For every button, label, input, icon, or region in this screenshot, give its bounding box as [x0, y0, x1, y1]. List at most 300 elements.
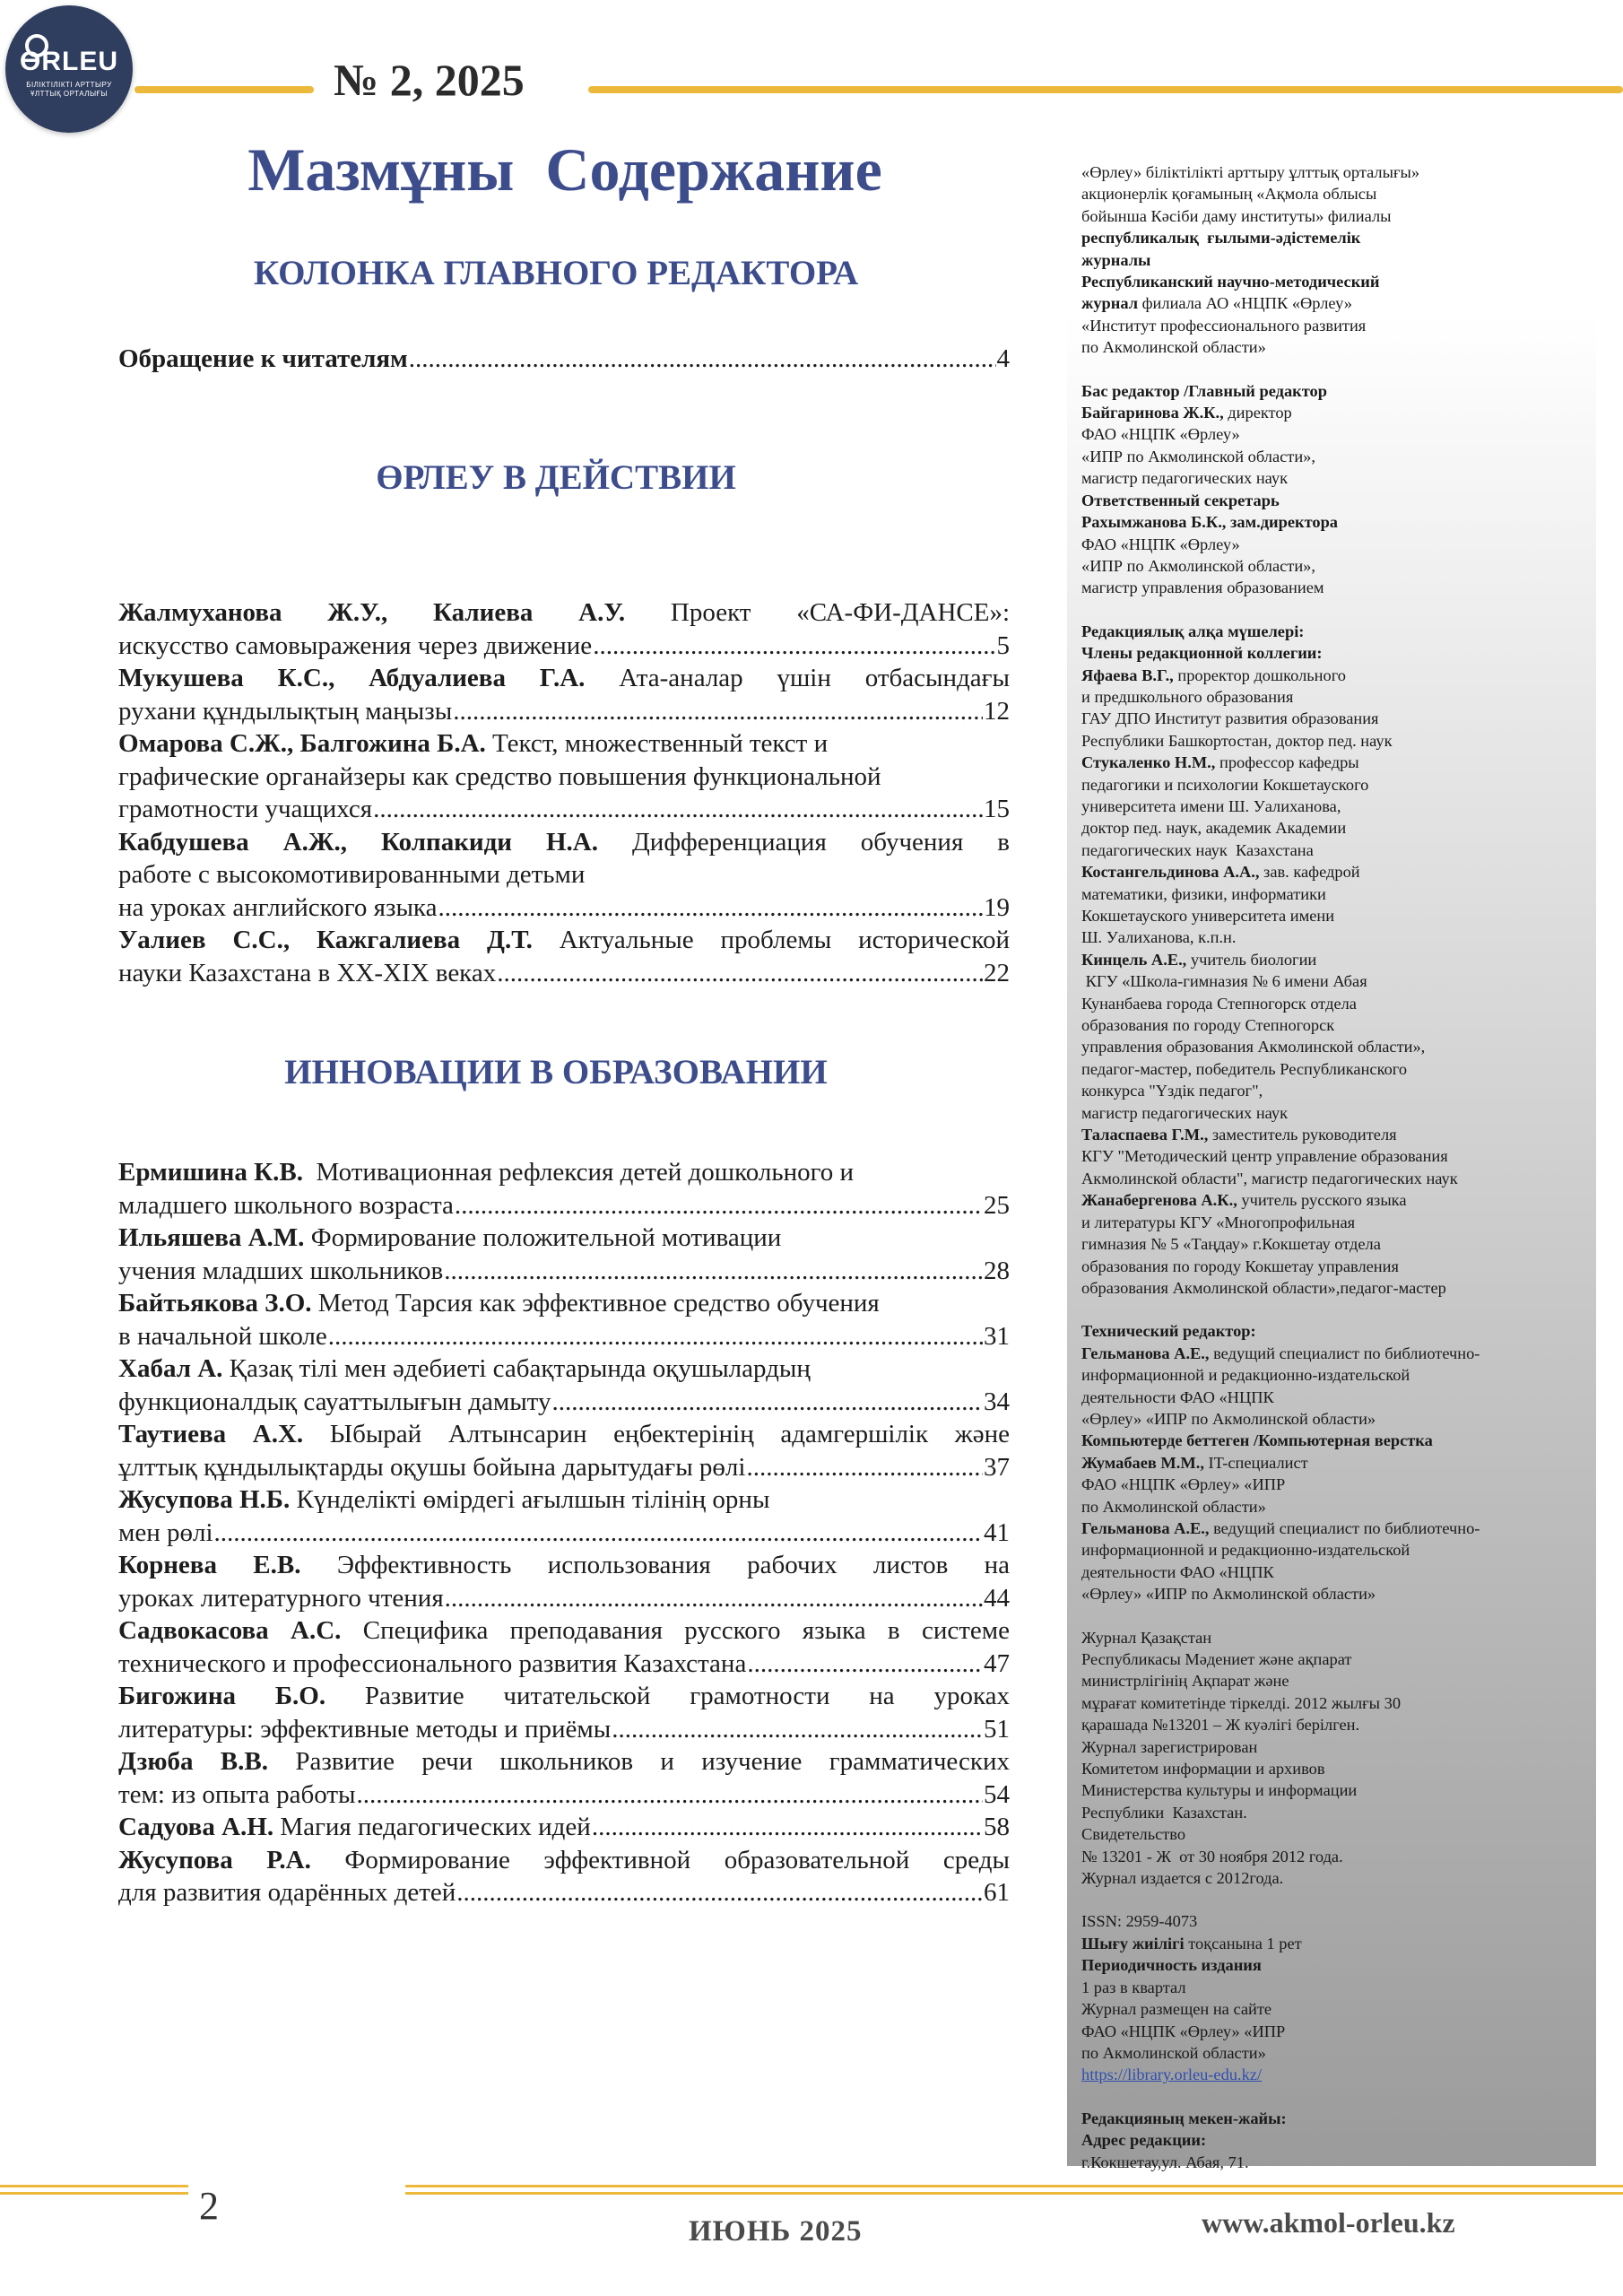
toc-entry-text — [118, 793, 372, 826]
toc-entry[interactable] — [118, 1156, 1010, 1222]
sidebar-line — [1081, 1648, 1593, 1670]
toc-page-number: 28 — [984, 1256, 1010, 1285]
toc-entry-title: Развитие читательской грамотности на уроках — [325, 1682, 1010, 1710]
sidebar-bold-text: Костангельдинова А.А., — [1081, 863, 1260, 882]
toc-dot-leader — [456, 1876, 983, 1909]
sidebar-line — [1081, 1670, 1593, 1692]
sidebar-text: информационной и редакционно-издательской — [1081, 1366, 1410, 1385]
sidebar-text: ФАО «НЦПК «Өрлеу» «ИПР — [1081, 1475, 1286, 1494]
toc-entry-author: Жусупова Н.Б. — [118, 1485, 291, 1514]
header-rule-right — [588, 86, 1623, 93]
toc-entry-line — [118, 727, 1010, 761]
footer-month: ИЮНЬ 2025 — [689, 2215, 863, 2248]
sidebar-text: Республики Башкортостан, доктор пед. наук — [1081, 731, 1393, 750]
sidebar-line — [1081, 905, 1593, 926]
toc-entry-title: грамотности учащихся — [118, 795, 373, 823]
sidebar-line — [1081, 970, 1593, 992]
toc-entry-line — [118, 1517, 1010, 1550]
toc-entry-title: Проект «СА-ФИ-ДАНСЕ»: — [625, 598, 1010, 627]
toc-entry-title: в начальной школе — [118, 1321, 327, 1351]
section-title-editor: КОЛОНКА ГЛАВНОГО РЕДАКТОРА — [253, 254, 859, 292]
sidebar-text: IT-специалист — [1203, 1453, 1308, 1472]
header-rule-left — [135, 86, 314, 93]
footer-rule-right-2 — [405, 2192, 1623, 2195]
toc-entry-author: Таутиева А.Х. — [118, 1420, 304, 1448]
section-title-orleu: ӨРЛЕУ В ДЕЙСТВИИ — [376, 458, 736, 497]
toc-entry-title: литературы: эффективные методы и приёмы — [118, 1714, 612, 1744]
sidebar-spacer — [1081, 2086, 1593, 2108]
sidebar-bold-text: Редакциялық алқа мүшелері: — [1081, 622, 1305, 640]
page-title: Мазмұны Содержание — [247, 135, 882, 204]
sidebar-spacer — [1081, 1299, 1593, 1320]
toc-page-number: 41 — [984, 1518, 1010, 1547]
toc-entry-text — [118, 1320, 327, 1353]
toc-entry-text — [118, 957, 496, 990]
toc-entry-line — [118, 1320, 1010, 1353]
sidebar-line — [1081, 752, 1593, 773]
toc-dot-leader — [593, 630, 995, 663]
sidebar-line — [1081, 1233, 1593, 1255]
toc-entry-text — [118, 1648, 746, 1681]
toc-dot-leader — [453, 695, 983, 728]
toc-entry-line — [118, 1222, 1010, 1255]
toc-dot-leader — [746, 1451, 983, 1484]
sidebar-line — [1081, 1910, 1593, 1932]
sidebar-line — [1081, 1102, 1593, 1124]
sidebar-line — [1081, 926, 1593, 948]
toc-entry-text — [118, 1386, 551, 1419]
sidebar-text: Кокшетауского университета имени — [1081, 907, 1335, 925]
library-link[interactable]: https://library.orleu-edu.kz/ — [1081, 2066, 1263, 2084]
toc-editor-column — [118, 343, 1010, 376]
sidebar-line — [1081, 1430, 1593, 1451]
sidebar-line — [1081, 1998, 1593, 2020]
sidebar-line — [1081, 511, 1593, 533]
toc-page-number: 22 — [984, 958, 1010, 987]
toc-entry-title: рухани құндылықтың маңызы — [118, 696, 453, 726]
toc-entry[interactable] — [118, 1745, 1010, 1811]
sidebar-bold-text: журнал — [1081, 294, 1139, 313]
toc-entry[interactable] — [118, 1222, 1010, 1287]
toc-page-number: 34 — [984, 1387, 1010, 1416]
toc-entry-author: Мукушева К.С., Абдуалиева Г.А. — [118, 664, 586, 692]
logo-subtitle: БІЛІКТІЛІКТІ АРТТЫРУ ҰЛТТЫҚ ОРТАЛЫҒЫ — [26, 81, 112, 98]
sidebar-text: «Институт профессионального развития — [1081, 316, 1367, 335]
sidebar-line — [1081, 227, 1593, 248]
sidebar-line — [1081, 249, 1593, 271]
toc-entry-line — [118, 1648, 1010, 1681]
toc-page-number: 51 — [984, 1714, 1010, 1744]
sidebar-text: магистр педагогических наук — [1081, 469, 1289, 488]
toc-entry-line — [118, 1713, 1010, 1746]
toc-entry-title: младшего школьного возраста — [118, 1190, 454, 1220]
toc-entry-author: Омарова С.Ж., Балгожина Б.А. — [118, 729, 486, 758]
sidebar-text: тоқсанына 1 рет — [1184, 1934, 1302, 1952]
sidebar-line — [1081, 839, 1593, 861]
sidebar-line — [1081, 2152, 1593, 2173]
toc-entry[interactable] — [118, 1483, 1010, 1549]
sidebar-line — [1081, 883, 1593, 905]
toc-page-number: 31 — [984, 1321, 1010, 1351]
page-number: 2 — [199, 2184, 219, 2228]
sidebar-text: ФАО «НЦПК «Өрлеу» — [1081, 535, 1240, 553]
sidebar-line — [1081, 686, 1593, 708]
toc-entry-author: Дзюба В.В. — [118, 1747, 268, 1776]
toc-entry-line — [118, 891, 1010, 925]
toc-entry-author: Садвокасова А.С. — [118, 1616, 342, 1645]
sidebar-text: деятельности ФАО «НЦПК — [1081, 1387, 1274, 1406]
toc-entry-author: Уалиев С.С., Кажгалиева Д.Т. — [118, 926, 533, 954]
toc-entry-line — [118, 1352, 1010, 1386]
sidebar-text: Министерства культуры и информации — [1081, 1781, 1358, 1800]
toc-dot-leader — [455, 1189, 983, 1222]
section-title-innovations: ИННОВАЦИИ В ОБРАЗОВАНИИ — [284, 1053, 828, 1091]
toc-page-number: 44 — [984, 1583, 1010, 1613]
toc-entry-line — [118, 924, 1010, 957]
sidebar-line — [1081, 2064, 1593, 2085]
sidebar-bold-text: Компьютерде беттеген /Компьютерная верстка — [1081, 1431, 1433, 1450]
sidebar-text: по Акмолинской области» — [1081, 2043, 1266, 2062]
toc-entry-line — [118, 957, 1010, 990]
toc-entry-line — [118, 1844, 1010, 1877]
sidebar-line — [1081, 1124, 1593, 1145]
sidebar-bold-text: Кинцель А.Е., — [1081, 950, 1187, 969]
sidebar-line — [1081, 1758, 1593, 1779]
sidebar-text: Акмолинской области", магистр педагогических наук — [1081, 1169, 1458, 1187]
sidebar-bold-text: Республиканский научно-методический — [1081, 273, 1380, 291]
issue-number: № 2, 2025 — [334, 55, 525, 105]
toc-dot-leader — [592, 1811, 983, 1844]
toc-entry-author: Жусупова Р.А. — [118, 1845, 311, 1874]
toc-entry-line — [118, 793, 1010, 826]
sidebar-line — [1081, 1256, 1593, 1277]
sidebar-line — [1081, 555, 1593, 577]
toc-entry-title: Развитие речи школьников и изучение грамматических — [268, 1747, 1010, 1776]
toc-entry-line — [118, 343, 1010, 376]
toc-dot-leader — [612, 1713, 983, 1746]
orleu-logo — [5, 5, 133, 133]
sidebar-line — [1081, 402, 1593, 423]
sidebar-line — [1081, 1977, 1593, 1998]
sidebar-line — [1081, 1387, 1593, 1408]
sidebar-text: профессор кафедры — [1215, 753, 1359, 772]
sidebar-text: деятельности ФАО «НЦПК — [1081, 1562, 1274, 1581]
sidebar-bold-text: Периодичность издания — [1081, 1956, 1262, 1975]
sidebar-text: конкурса "Үздік педагог", — [1081, 1082, 1263, 1100]
sidebar-line — [1081, 1802, 1593, 1823]
sidebar-line — [1081, 1583, 1593, 1605]
sidebar-line — [1081, 1189, 1593, 1211]
toc-entry-author: Ильяшева А.М. — [118, 1223, 305, 1252]
logo-name: ӨRLEU — [20, 47, 118, 76]
toc-dot-leader — [444, 1255, 983, 1288]
sidebar-line — [1081, 665, 1593, 686]
toc-dot-leader — [409, 343, 996, 376]
toc-entry-text — [118, 891, 437, 925]
sidebar-line — [1081, 423, 1593, 445]
sidebar-text: ведущий специалист по библиотечно- — [1209, 1518, 1480, 1537]
toc-entry-line — [118, 1779, 1010, 1812]
sidebar-text: Ш. Уалиханова, к.п.н. — [1081, 928, 1237, 947]
sidebar-line — [1081, 993, 1593, 1014]
toc-entry-line — [118, 1483, 1010, 1517]
toc-page-number: 54 — [984, 1779, 1010, 1809]
sidebar-text: № 13201 - Ж от 30 ноября 2012 года. — [1081, 1847, 1343, 1866]
sidebar-text: бойынша Кәсіби даму институты» филиалы — [1081, 206, 1392, 225]
toc-entry-line — [118, 1811, 1010, 1844]
toc-entry-line — [118, 1189, 1010, 1222]
toc-entry-title: тем: из опыта работы — [118, 1779, 356, 1809]
toc-entry-title: технического и профессионального развития Казахстана — [118, 1648, 747, 1678]
sidebar-line — [1081, 315, 1593, 336]
toc-page-number: 37 — [984, 1452, 1010, 1482]
toc-entry-line — [118, 1255, 1010, 1288]
toc-page-number: 5 — [996, 631, 1010, 660]
toc-entry-title: Қазақ тілі мен әдебиеті сабақтарында оқушылардың — [222, 1354, 811, 1383]
toc-entry[interactable] — [118, 343, 1010, 376]
sidebar-bold-text: Гельманова А.Е., — [1081, 1344, 1210, 1362]
toc-entry-title: Специфика преподавания русского языка в системе — [341, 1616, 1010, 1645]
toc-entry-author: Хабал А. — [118, 1354, 223, 1383]
toc-entry[interactable] — [118, 596, 1010, 662]
sidebar-bold-text: Рахымжанова Б.К., зам.директора — [1081, 513, 1338, 532]
sidebar-text: магистр управления образованием — [1081, 578, 1324, 597]
sidebar-text: «Өрлеу» «ИПР по Акмолинской области» — [1081, 1585, 1376, 1604]
toc-entry[interactable] — [118, 1614, 1010, 1680]
sidebar-line — [1081, 183, 1593, 204]
sidebar-line — [1081, 1867, 1593, 1889]
toc-entry-title: работе с высокомотивированными детьми — [118, 860, 586, 889]
sidebar-text: образования по городу Степногорск — [1081, 1016, 1335, 1035]
sidebar-text: мұрағат комитетінде тіркелді. 2012 жылғы 30 — [1081, 1693, 1402, 1712]
sidebar-line — [1081, 1779, 1593, 1801]
sidebar-spacer — [1081, 1889, 1593, 1910]
toc-dot-leader — [497, 957, 983, 990]
sidebar-line — [1081, 161, 1593, 183]
sidebar-text: «ИПР по Акмолинской области», — [1081, 447, 1315, 465]
toc-entry-title: Формирование эффективной образовательной среды — [310, 1845, 1010, 1874]
toc-entry-text — [118, 1189, 454, 1222]
toc-dot-leader — [551, 1386, 983, 1419]
sidebar-line — [1081, 1736, 1593, 1758]
toc-page-number: 12 — [984, 696, 1010, 726]
toc-entry-title: Метод Тарсия как эффективное средство обучения — [311, 1289, 880, 1318]
toc-entry-title: Текст, множественный текст и — [485, 729, 829, 758]
sidebar-bold-text: республикалық ғылыми-әдістемелік — [1081, 229, 1361, 248]
toc-entry-text — [118, 695, 452, 728]
toc-entry-text — [118, 1811, 591, 1844]
sidebar-text: учитель биологии — [1186, 950, 1317, 969]
toc-entry-line — [118, 1386, 1010, 1419]
sidebar-text: управления образования Акмолинской области», — [1081, 1038, 1426, 1057]
toc-entry[interactable] — [118, 1811, 1010, 1844]
toc-entry-author: Ермишина К.В. — [118, 1158, 304, 1187]
sidebar-text: министрлігінің Ақпарат және — [1081, 1672, 1289, 1691]
toc-entry-line — [118, 662, 1010, 695]
sidebar-text: образования по городу Кокшетау управления — [1081, 1257, 1399, 1275]
sidebar-text: и предшкольного образования — [1081, 687, 1294, 706]
sidebar-spacer — [1081, 1605, 1593, 1627]
sidebar-line — [1081, 2108, 1593, 2129]
sidebar-text: ведущий специалист по библиотечно- — [1209, 1344, 1480, 1362]
toc-dot-leader — [445, 1582, 983, 1615]
sidebar-text: КГУ «Школа-гимназия № 6 имени Абая — [1081, 972, 1367, 991]
toc-page-number: 47 — [984, 1648, 1010, 1678]
sidebar-text: ISSN: 2959-4073 — [1081, 1912, 1198, 1931]
toc-entry[interactable] — [118, 1352, 1010, 1418]
sidebar-text: педагог-мастер, победитель Республиканского — [1081, 1059, 1408, 1078]
toc-entry-text — [118, 1451, 745, 1484]
toc-entry-text — [118, 1779, 355, 1812]
sidebar-line — [1081, 1408, 1593, 1430]
sidebar-bold-text: Редакцияның мекен-жайы: — [1081, 2109, 1287, 2127]
sidebar-bold-text: Байгаринова Ж.К., — [1081, 404, 1224, 422]
sidebar-line — [1081, 534, 1593, 555]
sidebar-line — [1081, 1364, 1593, 1386]
sidebar-bold-text: Технический редактор: — [1081, 1322, 1256, 1341]
sidebar-line — [1081, 1561, 1593, 1583]
sidebar-line — [1081, 861, 1593, 883]
toc-entry-line — [118, 761, 1010, 794]
sidebar-text: ФАО «НЦПК «Өрлеу» «ИПР — [1081, 2022, 1286, 2040]
toc-page-number: 15 — [984, 795, 1010, 823]
sidebar-text: Журнал издается с 2012года. — [1081, 1869, 1284, 1888]
sidebar-line — [1081, 380, 1593, 402]
sidebar-text: қарашада №13201 – Ж куәлігі берілген. — [1081, 1716, 1360, 1735]
toc-entry-line — [118, 826, 1010, 859]
toc-entry[interactable] — [118, 826, 1010, 925]
toc-entry-line — [118, 1614, 1010, 1648]
sidebar-bold-text: Стукаленко Н.М., — [1081, 753, 1216, 772]
sidebar-line — [1081, 774, 1593, 796]
sidebar-text: «Өрлеу» біліктілікті арттыру ұлттық орталығы» — [1081, 163, 1420, 181]
toc-entry-title: ұлттық құндылықтарды оқушы бойына дарытудағы рөлі — [118, 1452, 746, 1482]
sidebar-line — [1081, 1080, 1593, 1101]
sidebar-line — [1081, 1036, 1593, 1057]
toc-entry-text — [118, 1517, 213, 1550]
toc-entry-title: Дифференциация обучения в — [598, 827, 1010, 857]
toc-entry-author: Садуова А.Н. — [118, 1813, 274, 1841]
sidebar-bold-text: Члены редакционной коллегии: — [1081, 644, 1323, 663]
sidebar-line — [1081, 1058, 1593, 1080]
toc-entry-title: Күнделікті өмірдегі ағылшын тілінің орны — [290, 1485, 770, 1514]
toc-entry-author: Кабдушева А.Ж., Колпакиди Н.А. — [118, 827, 598, 857]
toc-entry[interactable] — [118, 1844, 1010, 1909]
sidebar-text: директор — [1223, 404, 1292, 422]
toc-entry-author: Жалмуханова Ж.У., Калиева А.У. — [118, 598, 626, 627]
sidebar-line — [1081, 1933, 1593, 1954]
toc-page-number: 25 — [984, 1190, 1010, 1220]
sidebar-text: гимназия № 5 «Таңдау» г.Кокшетау отдела — [1081, 1235, 1381, 1254]
toc-entry[interactable] — [118, 1680, 1010, 1745]
sidebar-line — [1081, 467, 1593, 489]
sidebar-line — [1081, 1343, 1593, 1364]
sidebar-bold-text: Жанабергенова А.К., — [1081, 1191, 1237, 1210]
toc-entry[interactable] — [118, 662, 1010, 727]
footer-rule-right-1 — [405, 2185, 1623, 2187]
sidebar-line — [1081, 1474, 1593, 1495]
toc-page-number: 61 — [984, 1878, 1010, 1907]
toc-entry-title: науки Казахстана в XX-XIX веках — [118, 958, 497, 987]
sidebar-text: педагогики и психологии Кокшетауского — [1081, 775, 1369, 794]
toc-dot-leader — [356, 1779, 983, 1812]
sidebar-text: образования Акмолинской области»,педагог-мастер — [1081, 1278, 1446, 1297]
toc-entry-title: для развития одарённых детей — [118, 1878, 456, 1907]
sidebar-text: филиала АО «НЦПК «Өрлеу» — [1138, 294, 1352, 313]
toc-entry-title: функционалдық сауаттылығын дамыту — [118, 1387, 551, 1416]
sidebar-text: проректор дошкольного — [1173, 665, 1346, 684]
toc-page-number: 58 — [984, 1813, 1010, 1841]
toc-entry-title: Актуальные проблемы исторической — [532, 926, 1010, 954]
toc-entry-line — [118, 1582, 1010, 1615]
sidebar-line — [1081, 1692, 1593, 1714]
toc-entry-title: уроках литературного чтения — [118, 1583, 444, 1613]
toc-entry[interactable] — [118, 1418, 1010, 1483]
sidebar-line — [1081, 1496, 1593, 1518]
toc-entry[interactable] — [118, 924, 1010, 989]
sidebar-text: КГУ "Методический центр управление образования — [1081, 1147, 1448, 1166]
toc-entry-line — [118, 1418, 1010, 1451]
toc-page-number: 4 — [996, 344, 1010, 373]
toc-entry-title: Формирование положительной мотивации — [304, 1223, 782, 1252]
toc-entry-title: мен рөлі — [118, 1518, 213, 1547]
sidebar-text: Комитетом информации и архивов — [1081, 1760, 1325, 1779]
toc-orleu-column — [118, 596, 1010, 989]
sidebar-line — [1081, 1014, 1593, 1036]
toc-entry-line — [118, 596, 1010, 630]
sidebar-line — [1081, 1320, 1593, 1342]
toc-entry-title: Магия педагогических идей — [273, 1813, 591, 1841]
sidebar-text: по Акмолинской области» — [1081, 338, 1266, 357]
toc-entry-line — [118, 1549, 1010, 1582]
toc-entry-text — [118, 1255, 443, 1288]
sidebar-line — [1081, 490, 1593, 511]
toc-page-number: 19 — [984, 892, 1010, 922]
toc-entry-author: Корнева Е.В. — [118, 1551, 301, 1579]
sidebar-line — [1081, 642, 1593, 664]
sidebar-line — [1081, 1954, 1593, 1976]
toc-entry-line — [118, 1876, 1010, 1909]
sidebar-line — [1081, 1452, 1593, 1474]
toc-entry[interactable] — [118, 1287, 1010, 1352]
sidebar-line — [1081, 205, 1593, 227]
sidebar-text: Журнал зарегистрирован — [1081, 1737, 1258, 1756]
toc-entry-line — [118, 695, 1010, 728]
sidebar-bold-text: Жумабаев М.М., — [1081, 1453, 1204, 1472]
sidebar-line — [1081, 1627, 1593, 1648]
toc-entry-text — [118, 1876, 456, 1909]
sidebar-bold-text: Таласпаева Г.М., — [1081, 1126, 1209, 1144]
sidebar-text: доктор пед. наук, академик Академии — [1081, 819, 1347, 838]
sidebar-line — [1081, 1277, 1593, 1299]
sidebar-bold-text: Бас редактор /Главный редактор — [1081, 381, 1327, 400]
sidebar-text: заместитель руководителя — [1208, 1126, 1397, 1144]
sidebar-text: 1 раз в квартал — [1081, 1978, 1186, 1996]
footer-rule-left-2 — [0, 2192, 188, 2195]
sidebar-line — [1081, 336, 1593, 358]
sidebar-line — [1081, 1518, 1593, 1539]
toc-entry[interactable] — [118, 1549, 1010, 1614]
toc-entry[interactable] — [118, 727, 1010, 826]
sidebar-text: педагогических наук Казахстана — [1081, 840, 1314, 859]
toc-dot-leader — [373, 793, 983, 826]
sidebar-spacer — [1081, 359, 1593, 380]
sidebar-line — [1081, 2021, 1593, 2042]
sidebar-bold-text: Гельманова А.Е., — [1081, 1518, 1210, 1537]
sidebar-text: ГАУ ДПО Институт развития образования — [1081, 709, 1379, 728]
sidebar-text: Кунанбаева города Степногорск отдела — [1081, 994, 1357, 1013]
sidebar-text: ФАО «НЦПК «Өрлеу» — [1081, 425, 1240, 444]
